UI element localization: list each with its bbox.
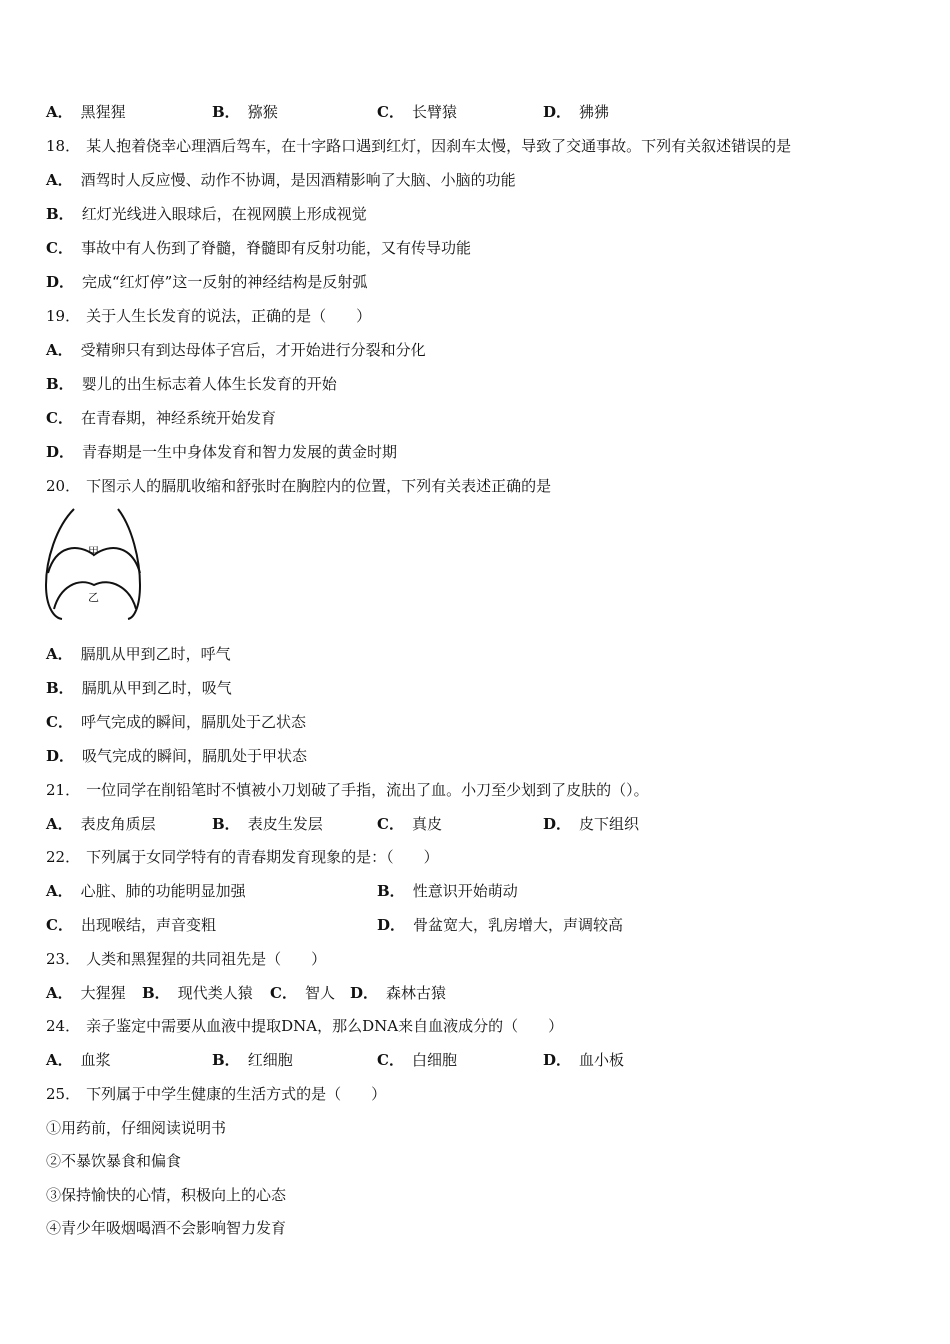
q24-option-b: B． 红细胞 bbox=[212, 1051, 293, 1069]
q17-option-b: B． 猕猴 bbox=[212, 103, 278, 121]
q19-option-b: B． 婴儿的出生标志着人体生长发育的开始 bbox=[46, 375, 337, 393]
q20-option-c: C． 呼气完成的瞬间，膈肌处于乙状态 bbox=[46, 713, 306, 731]
q24-stem: 24． 亲子鉴定中需要从血液中提取DNA，那么DNA来自血液成分的（ ） bbox=[46, 1017, 564, 1035]
q25-item-2: ②不暴饮暴食和偏食 bbox=[46, 1152, 182, 1170]
q21-option-b: B． 表皮生发层 bbox=[212, 815, 323, 833]
q22-option-a: A． 心脏、肺的功能明显加强 bbox=[46, 882, 246, 900]
q21-option-a: A． 表皮角质层 bbox=[46, 815, 156, 833]
q22-option-d: D． 骨盆宽大，乳房增大，声调较高 bbox=[377, 916, 624, 934]
label-yi: 乙 bbox=[88, 591, 99, 604]
chest-wall-left bbox=[46, 509, 74, 619]
q20-option-b: B． 膈肌从甲到乙时，吸气 bbox=[46, 679, 232, 697]
q18-option-d: D． 完成“红灯停”这一反射的神经结构是反射弧 bbox=[46, 273, 368, 291]
q19-option-d: D． 青春期是一生中身体发育和智力发展的黄金时期 bbox=[46, 443, 398, 461]
q18-option-b: B． 红灯光线进入眼球后，在视网膜上形成视觉 bbox=[46, 205, 367, 223]
q22-option-c: C． 出现喉结，声音变粗 bbox=[46, 916, 216, 934]
q23-option-d: D． 森林古猿 bbox=[350, 984, 447, 1002]
label-jia: 甲 bbox=[88, 545, 99, 558]
q19-stem: 19． 关于人生长发育的说法，正确的是（ ） bbox=[46, 307, 372, 325]
q22-option-b: B． 性意识开始萌动 bbox=[377, 882, 518, 900]
q20-option-d: D． 吸气完成的瞬间，膈肌处于甲状态 bbox=[46, 747, 308, 765]
q21-option-d: D． 皮下组织 bbox=[543, 815, 640, 833]
q18-option-c: C． 事故中有人伤到了脊髓，脊髓即有反射功能，又有传导功能 bbox=[46, 239, 471, 257]
q24-option-d: D． 血小板 bbox=[543, 1051, 625, 1069]
q21-option-c: C． 真皮 bbox=[377, 815, 442, 833]
q20-stem: 20． 下图示人的膈肌收缩和舒张时在胸腔内的位置，下列有关表述正确的是 bbox=[46, 477, 552, 495]
q20-option-a: A． 膈肌从甲到乙时，呼气 bbox=[46, 645, 231, 663]
q17-option-d: D． 狒狒 bbox=[543, 103, 610, 121]
q24-option-c: C． 白细胞 bbox=[377, 1051, 457, 1069]
q23-option-c: C． 智人 bbox=[270, 984, 335, 1002]
q25-item-3: ③保持愉快的心情，积极向上的心态 bbox=[46, 1186, 287, 1204]
q24-option-a: A． 血浆 bbox=[46, 1051, 111, 1069]
q18-stem: 18． 某人抱着侥幸心理酒后驾车，在十字路口遇到红灯，因刹车太慢，导致了交通事故。下列有关叙述错误的是 bbox=[46, 137, 792, 155]
q21-stem: 21． 一位同学在削铅笔时不慎被小刀划破了手指，流出了血。小刀至少划到了皮肤的（）。 bbox=[46, 781, 649, 799]
q17-option-c: C． 长臂猿 bbox=[377, 103, 457, 121]
q18-option-a: A． 酒驾时人反应慢、动作不协调，是因酒精影响了大脑、小脑的功能 bbox=[46, 171, 516, 189]
q19-option-a: A． 受精卵只有到达母体子宫后，才开始进行分裂和分化 bbox=[46, 341, 426, 359]
q23-option-a: A． 大猩猩 bbox=[46, 984, 126, 1002]
q17-option-a: A． 黑猩猩 bbox=[46, 103, 126, 121]
q22-stem: 22． 下列属于女同学特有的青春期发育现象的是：（ ） bbox=[46, 848, 439, 866]
q25-item-1: ①用药前，仔细阅读说明书 bbox=[46, 1119, 227, 1137]
diaphragm-diagram bbox=[40, 505, 150, 623]
q23-option-b: B． 现代类人猿 bbox=[142, 984, 253, 1002]
q19-option-c: C． 在青春期，神经系统开始发育 bbox=[46, 409, 276, 427]
q25-stem: 25． 下列属于中学生健康的生活方式的是（ ） bbox=[46, 1085, 387, 1103]
q25-item-4: ④青少年吸烟喝酒不会影响智力发育 bbox=[46, 1219, 287, 1237]
q23-stem: 23． 人类和黑猩猩的共同祖先是（ ） bbox=[46, 950, 327, 968]
